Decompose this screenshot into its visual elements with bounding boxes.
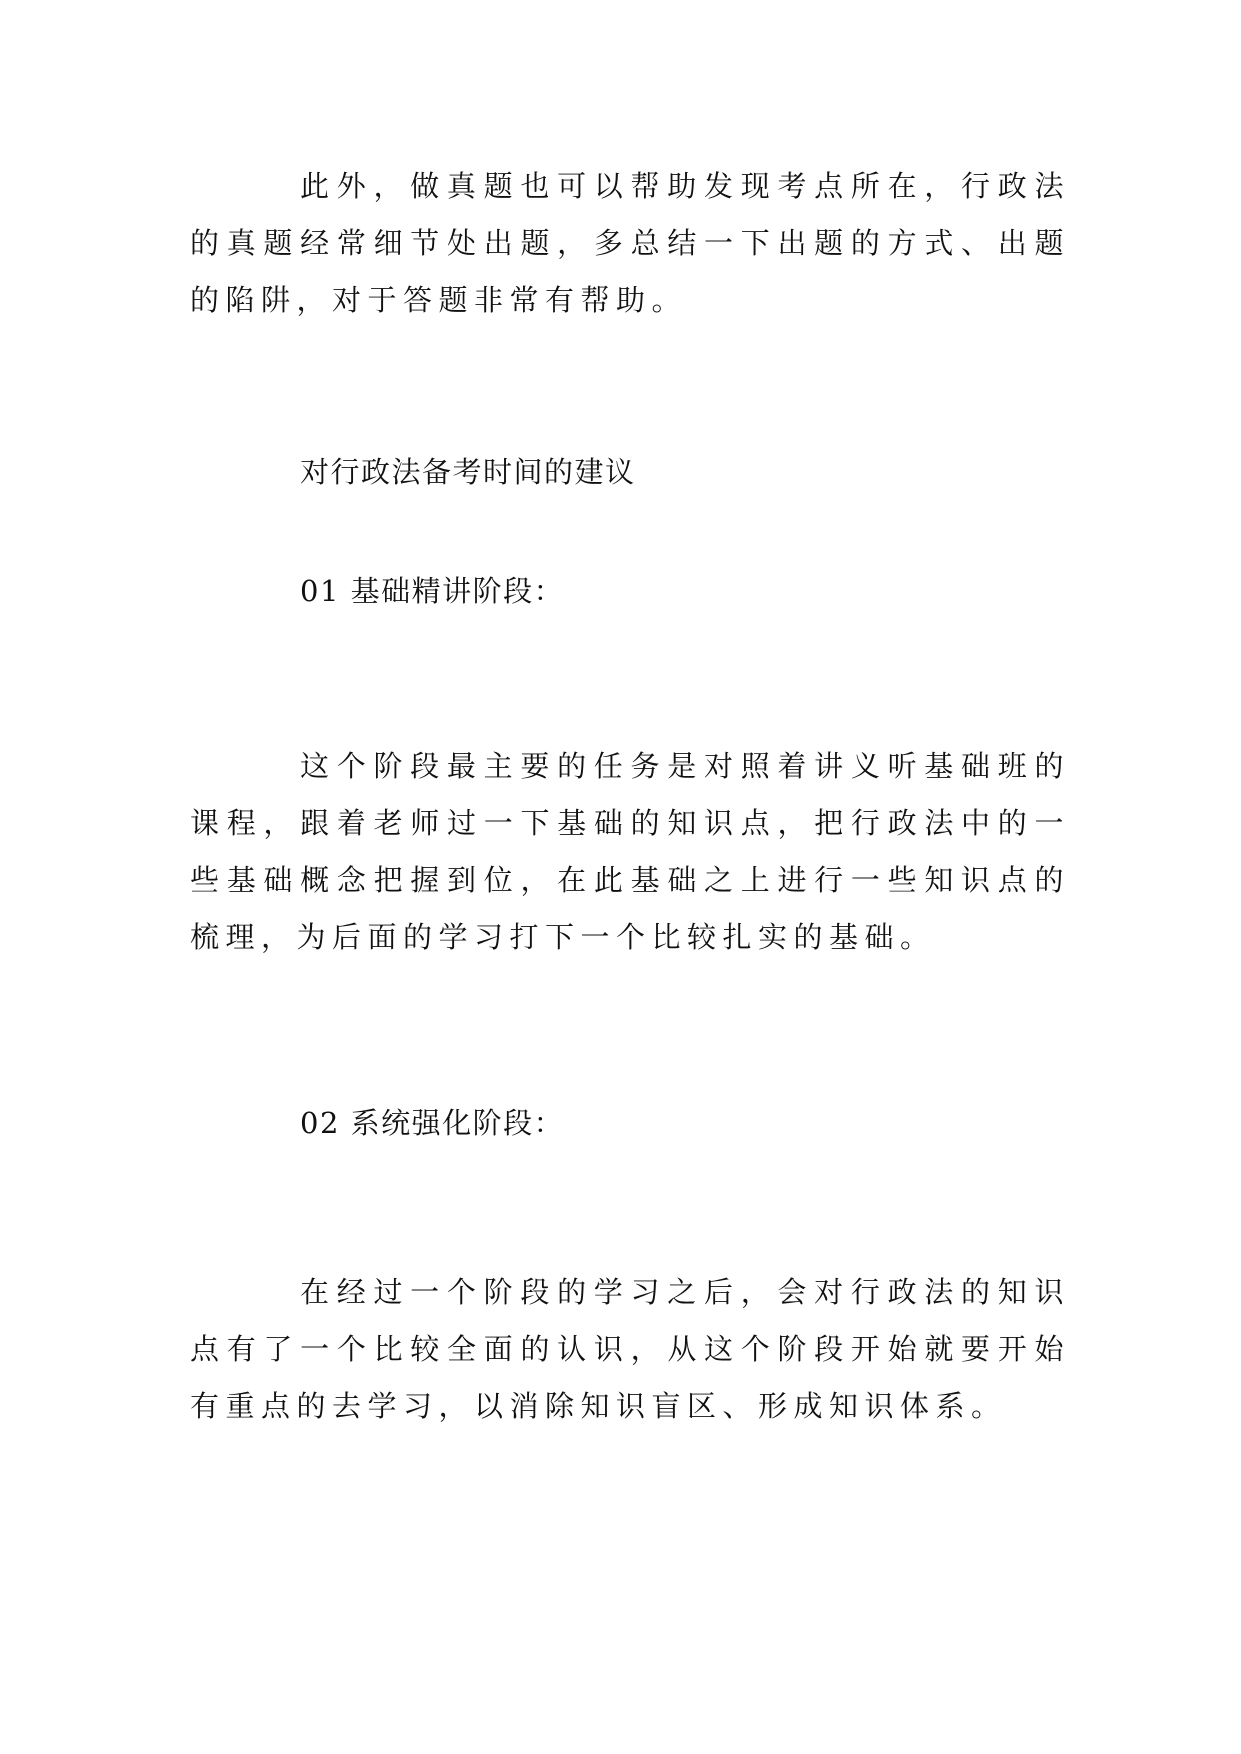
- stage-2-title: 02 系统强化阶段：: [300, 1106, 565, 1140]
- paragraph-exam-tips: 此外，做真题也可以帮助发现考点所在，行政法的真题经常细节处出题，多总结一下出题的方式、出题的陷阱，对于答题非常有帮助。: [190, 169, 1070, 317]
- stage-1-title: 01 基础精讲阶段：: [300, 574, 565, 608]
- paragraph-stage-1: 这个阶段最主要的任务是对照着讲义听基础班的课程，跟着老师过一下基础的知识点，把行政法中的一些基础概念把握到位，在此基础之上进行一些知识点的梳理，为后面的学习打下一个比较扎实的基础。: [190, 749, 1070, 954]
- section-heading-time-advice: 对行政法备考时间的建议: [300, 455, 636, 489]
- paragraph-stage-2: 在经过一个阶段的学习之后，会对行政法的知识点有了一个比较全面的认识，从这个阶段开始就要开始有重点的去学习，以消除知识盲区、形成知识体系。: [190, 1275, 1070, 1423]
